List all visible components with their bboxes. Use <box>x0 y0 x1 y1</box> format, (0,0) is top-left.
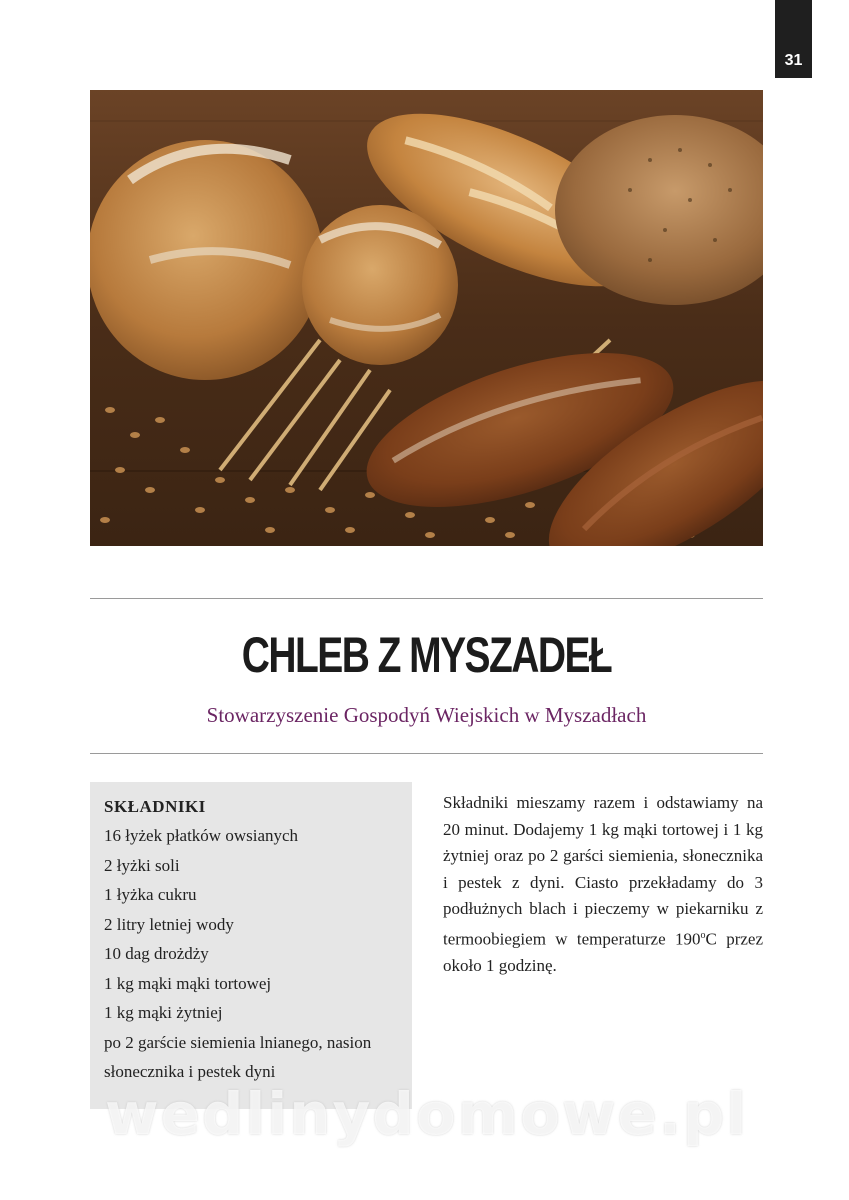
ingredients-heading: SKŁADNIKI <box>104 797 206 816</box>
bread-loaves-illustration <box>90 90 763 546</box>
divider-bottom <box>90 753 763 754</box>
ingredient-item: 2 litry letniej wody <box>104 914 234 934</box>
ingredient-item: 1 kg mąki żytniej <box>104 1003 223 1022</box>
ingredient-item: słonecznika i pestek dyni <box>104 1062 276 1081</box>
ingredient-item: 2 łyżki soli <box>104 855 180 875</box>
page-number: 31 <box>784 52 803 69</box>
recipe-title: CHLEB Z MYSZADEŁ <box>241 627 612 683</box>
ingredients-list <box>104 821 398 1087</box>
ingredient-item: 10 dag drożdży <box>104 944 209 963</box>
ingredient-item: 1 kg mąki mąki tortowej <box>104 973 272 993</box>
method-text-end: C przez około 1 godzinę. <box>443 929 763 975</box>
watermark-text: wedlinydomowe.pl <box>105 1080 749 1148</box>
ingredient-item: 16 łyżek płatków owsianych <box>104 826 299 845</box>
page-number-tab <box>775 0 812 78</box>
recipe-subtitle: Stowarzyszenie Gospodyń Wiejskich w Myszadłach <box>206 703 647 727</box>
bread-photo <box>90 90 763 546</box>
method-text-main: Składniki mieszamy razem i odstawiamy na 20 minut. Dodajemy 1 kg mąki tortowej i 1 kg żytniej oraz po 2 garści siemienia, słonecznika i pestek z dyni. Ciasto przekładamy do 3 podłużnych blach i pieczemy w piekarniku z termoobiegiem w temperaturze 190 <box>443 793 763 949</box>
ingredient-item: 1 łyżka cukru <box>104 885 197 904</box>
divider-top <box>90 598 763 599</box>
ingredient-item: po 2 garście siemienia lnianego, nasion <box>104 1032 372 1052</box>
degree-superscript: o <box>700 929 706 941</box>
method-text <box>443 790 763 979</box>
ingredients-box <box>90 782 412 1109</box>
